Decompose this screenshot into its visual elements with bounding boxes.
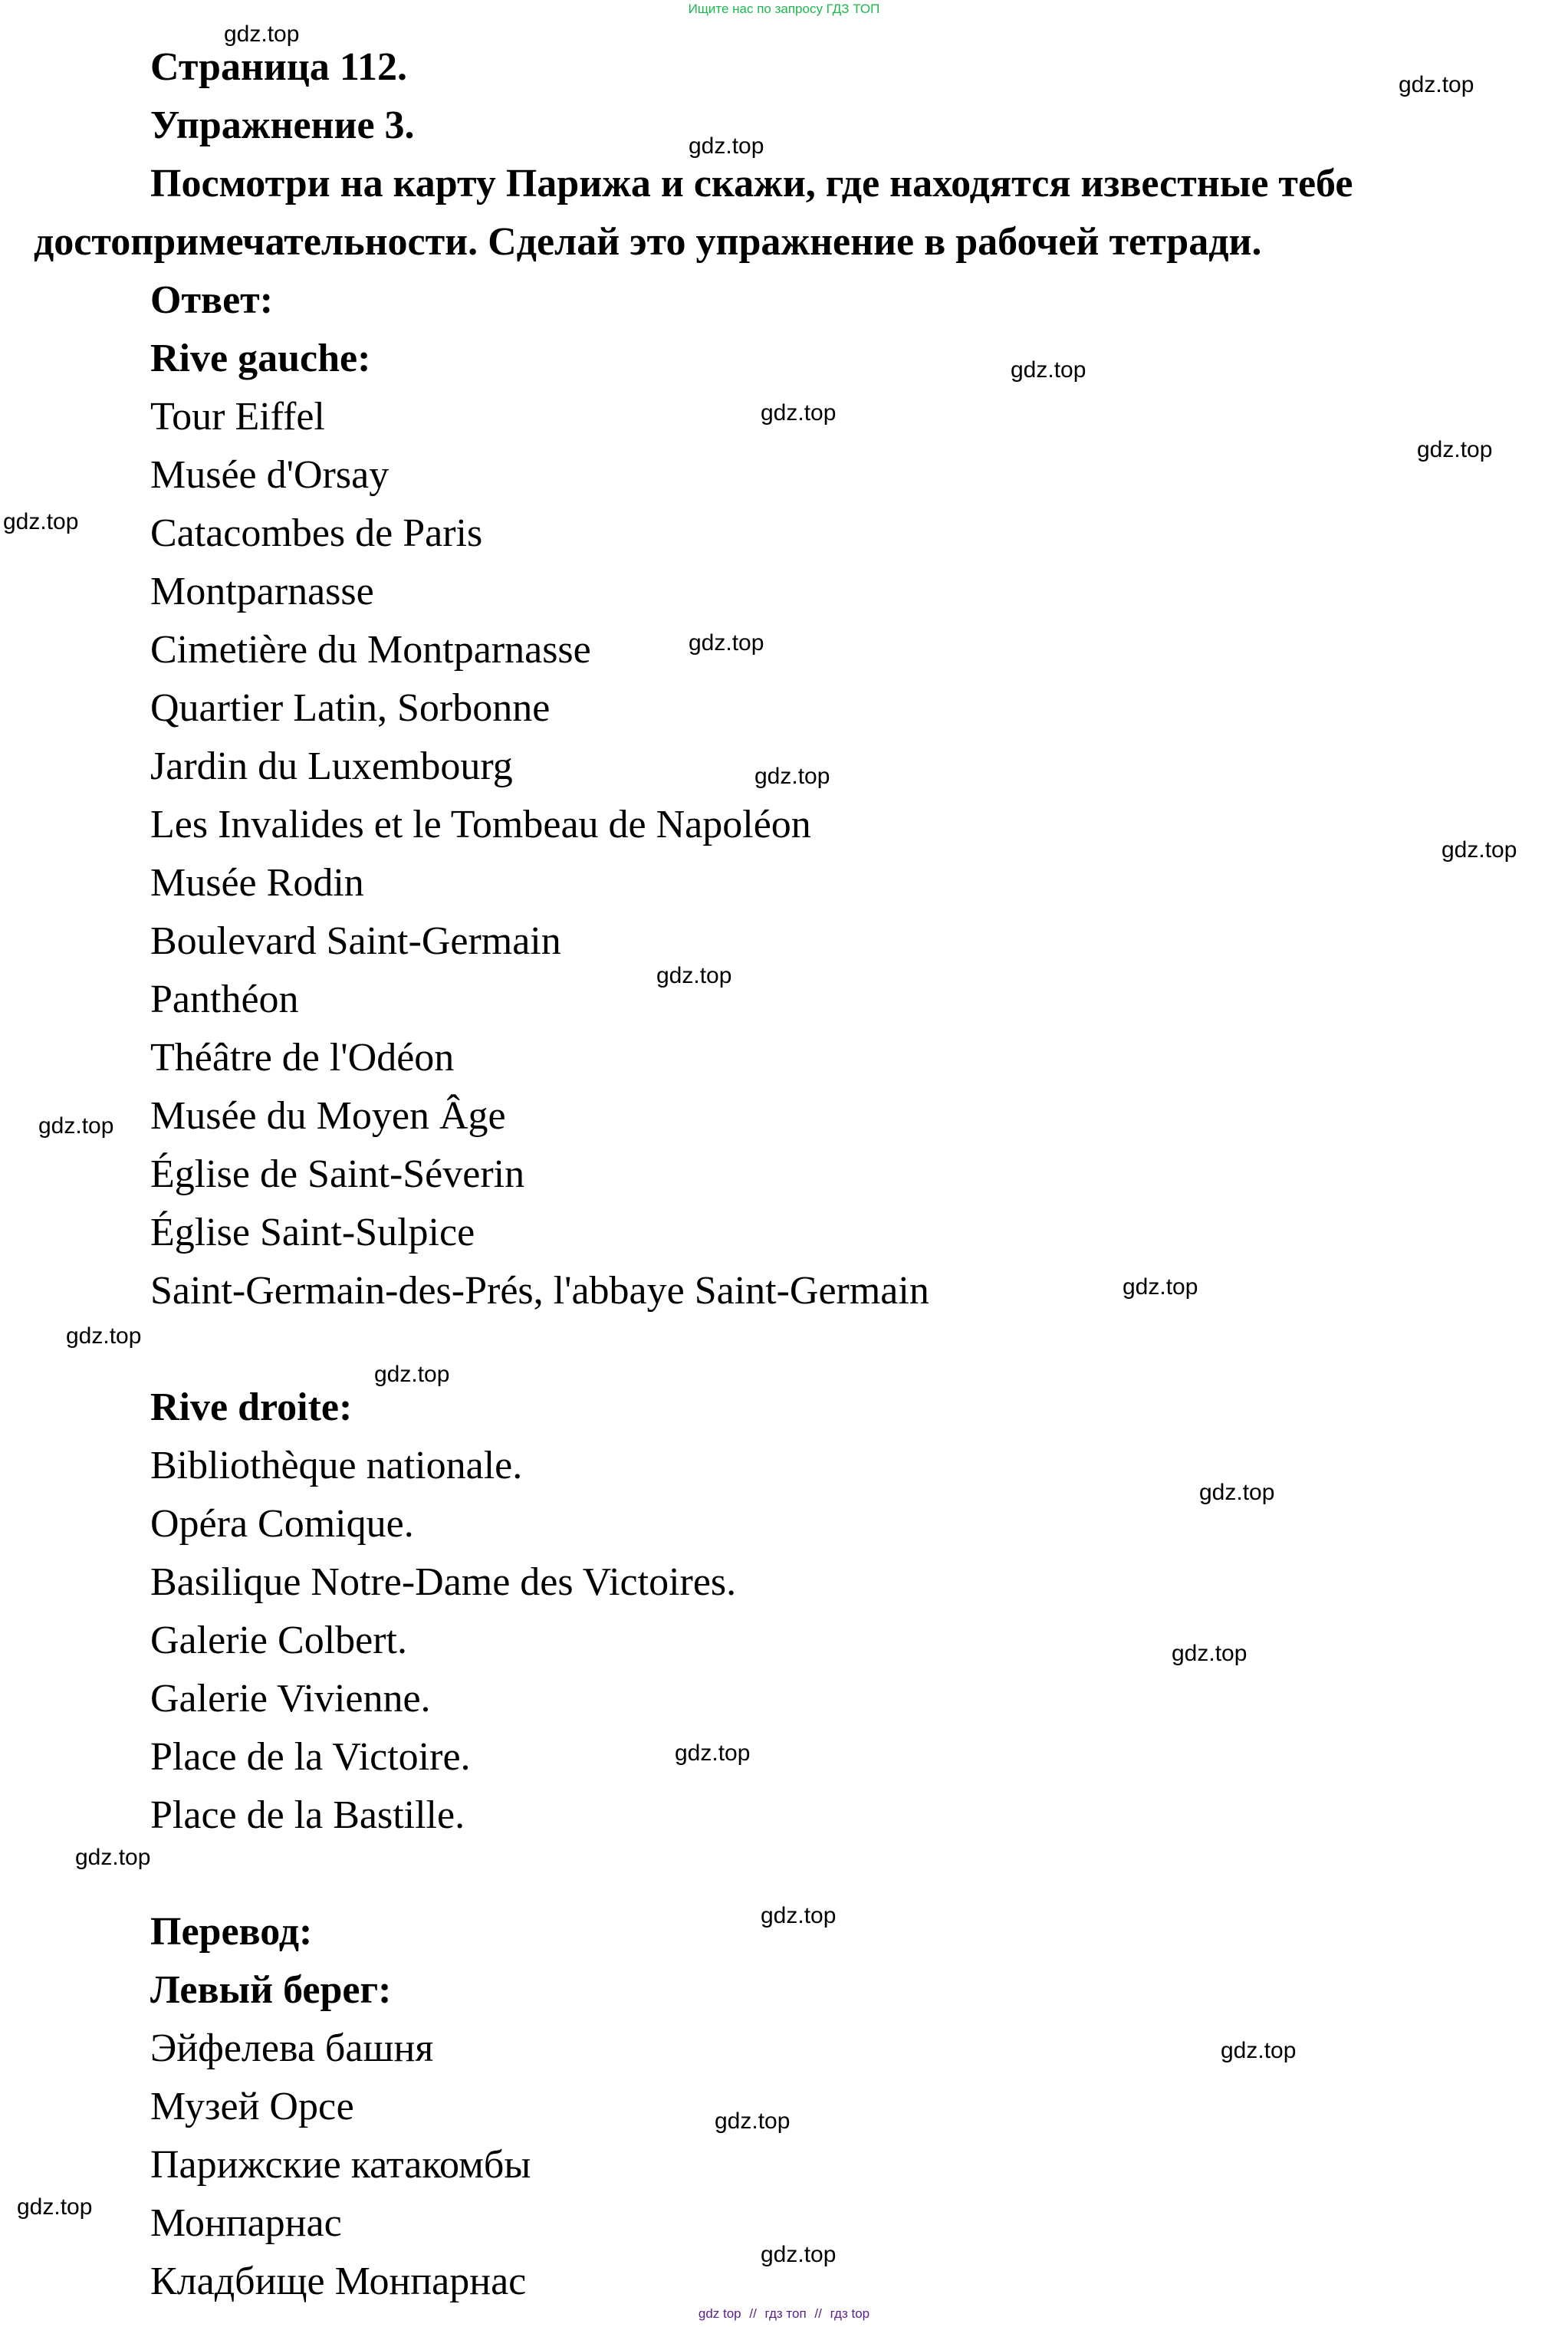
- list-item: Boulevard Saint-Germain: [150, 919, 561, 963]
- list-item: Музей Орсе: [150, 2085, 354, 2128]
- list-item: Montparnasse: [150, 570, 374, 613]
- bottom-separator: //: [814, 2306, 822, 2321]
- watermark: gdz.top: [38, 1113, 114, 1139]
- watermark: gdz.top: [374, 1362, 450, 1387]
- list-item: Galerie Vivienne.: [150, 1677, 431, 1721]
- list-item: Les Invalides et le Tombeau de Napoléon: [150, 803, 811, 846]
- watermark: gdz.top: [1011, 357, 1086, 383]
- watermark: gdz.top: [3, 509, 79, 534]
- list-item: Кладбище Монпарнас: [150, 2260, 527, 2303]
- rive-gauche-title: Rive gauche:: [150, 337, 371, 380]
- list-item: Tour Eiffel: [150, 395, 325, 439]
- list-item: Quartier Latin, Sorbonne: [150, 686, 551, 730]
- watermark: gdz.top: [1441, 837, 1517, 863]
- list-item: Galerie Colbert.: [150, 1619, 407, 1662]
- list-item: Basilique Notre-Dame des Victoires.: [150, 1560, 737, 1604]
- list-item: Монпарнас: [150, 2201, 342, 2245]
- watermark: gdz.top: [224, 21, 300, 47]
- answer-label: Ответ:: [150, 278, 274, 322]
- list-item: Opéra Comique.: [150, 1502, 414, 1546]
- watermark: gdz.top: [761, 400, 837, 426]
- list-item: Église Saint-Sulpice: [150, 1211, 475, 1254]
- watermark: gdz.top: [1123, 1274, 1198, 1300]
- list-item: Musée Rodin: [150, 861, 364, 905]
- watermark: gdz.top: [689, 630, 764, 656]
- list-item: Théâtre de l'Odéon: [150, 1036, 455, 1080]
- page-number: Страница 112.: [150, 45, 407, 89]
- watermark: gdz.top: [1172, 1641, 1247, 1666]
- list-item: Парижские катакомбы: [150, 2143, 531, 2187]
- watermark: gdz.top: [689, 133, 764, 159]
- list-item: Place de la Victoire.: [150, 1735, 471, 1779]
- watermark: gdz.top: [75, 1845, 151, 1870]
- task-line-1: Посмотри на карту Парижа и скажи, где находятся известные тебе: [150, 162, 1353, 205]
- list-item: Эйфелева башня: [150, 2026, 434, 2070]
- watermark: gdz.top: [754, 764, 830, 789]
- left-bank-title: Левый берег:: [150, 1968, 392, 2012]
- list-item: Place de la Bastille.: [150, 1793, 465, 1837]
- list-item: Saint-Germain-des-Prés, l'abbaye Saint-Germain: [150, 1269, 929, 1313]
- watermark: gdz.top: [1399, 72, 1474, 97]
- watermark: gdz.top: [715, 2108, 791, 2134]
- bottom-separator: //: [749, 2306, 757, 2321]
- watermark: gdz.top: [1417, 437, 1493, 462]
- list-item: Jardin du Luxembourg: [150, 744, 513, 788]
- watermark: gdz.top: [1199, 1480, 1275, 1505]
- exercise-number: Упражнение 3.: [150, 104, 415, 147]
- watermark: gdz.top: [675, 1740, 751, 1766]
- watermark: gdz.top: [761, 1903, 837, 1928]
- bottom-link-2[interactable]: гдз топ: [764, 2306, 807, 2321]
- watermark: gdz.top: [17, 2194, 93, 2220]
- watermark: gdz.top: [761, 2242, 837, 2267]
- list-item: Musée d'Orsay: [150, 453, 390, 497]
- top-banner: Ищите нас по запросу ГДЗ ТОП: [688, 2, 880, 16]
- list-item: Musée du Moyen Âge: [150, 1094, 506, 1138]
- watermark: gdz.top: [1221, 2038, 1297, 2063]
- bottom-link-3[interactable]: гдз top: [830, 2306, 870, 2321]
- bottom-link-1[interactable]: gdz top: [698, 2306, 741, 2321]
- bottom-banner: [0, 2306, 1568, 2322]
- list-item: Cimetière du Montparnasse: [150, 628, 591, 672]
- list-item: Catacombes de Paris: [150, 511, 483, 555]
- watermark: gdz.top: [656, 963, 732, 988]
- list-item: Panthéon: [150, 978, 299, 1021]
- task-line-2: достопримечательности. Сделай это упражнение в рабочей тетради.: [34, 220, 1262, 264]
- translation-title: Перевод:: [150, 1910, 313, 1954]
- rive-droite-title: Rive droite:: [150, 1385, 353, 1429]
- watermark: gdz.top: [66, 1323, 142, 1349]
- list-item: Bibliothèque nationale.: [150, 1444, 523, 1487]
- list-item: Église de Saint-Séverin: [150, 1152, 525, 1196]
